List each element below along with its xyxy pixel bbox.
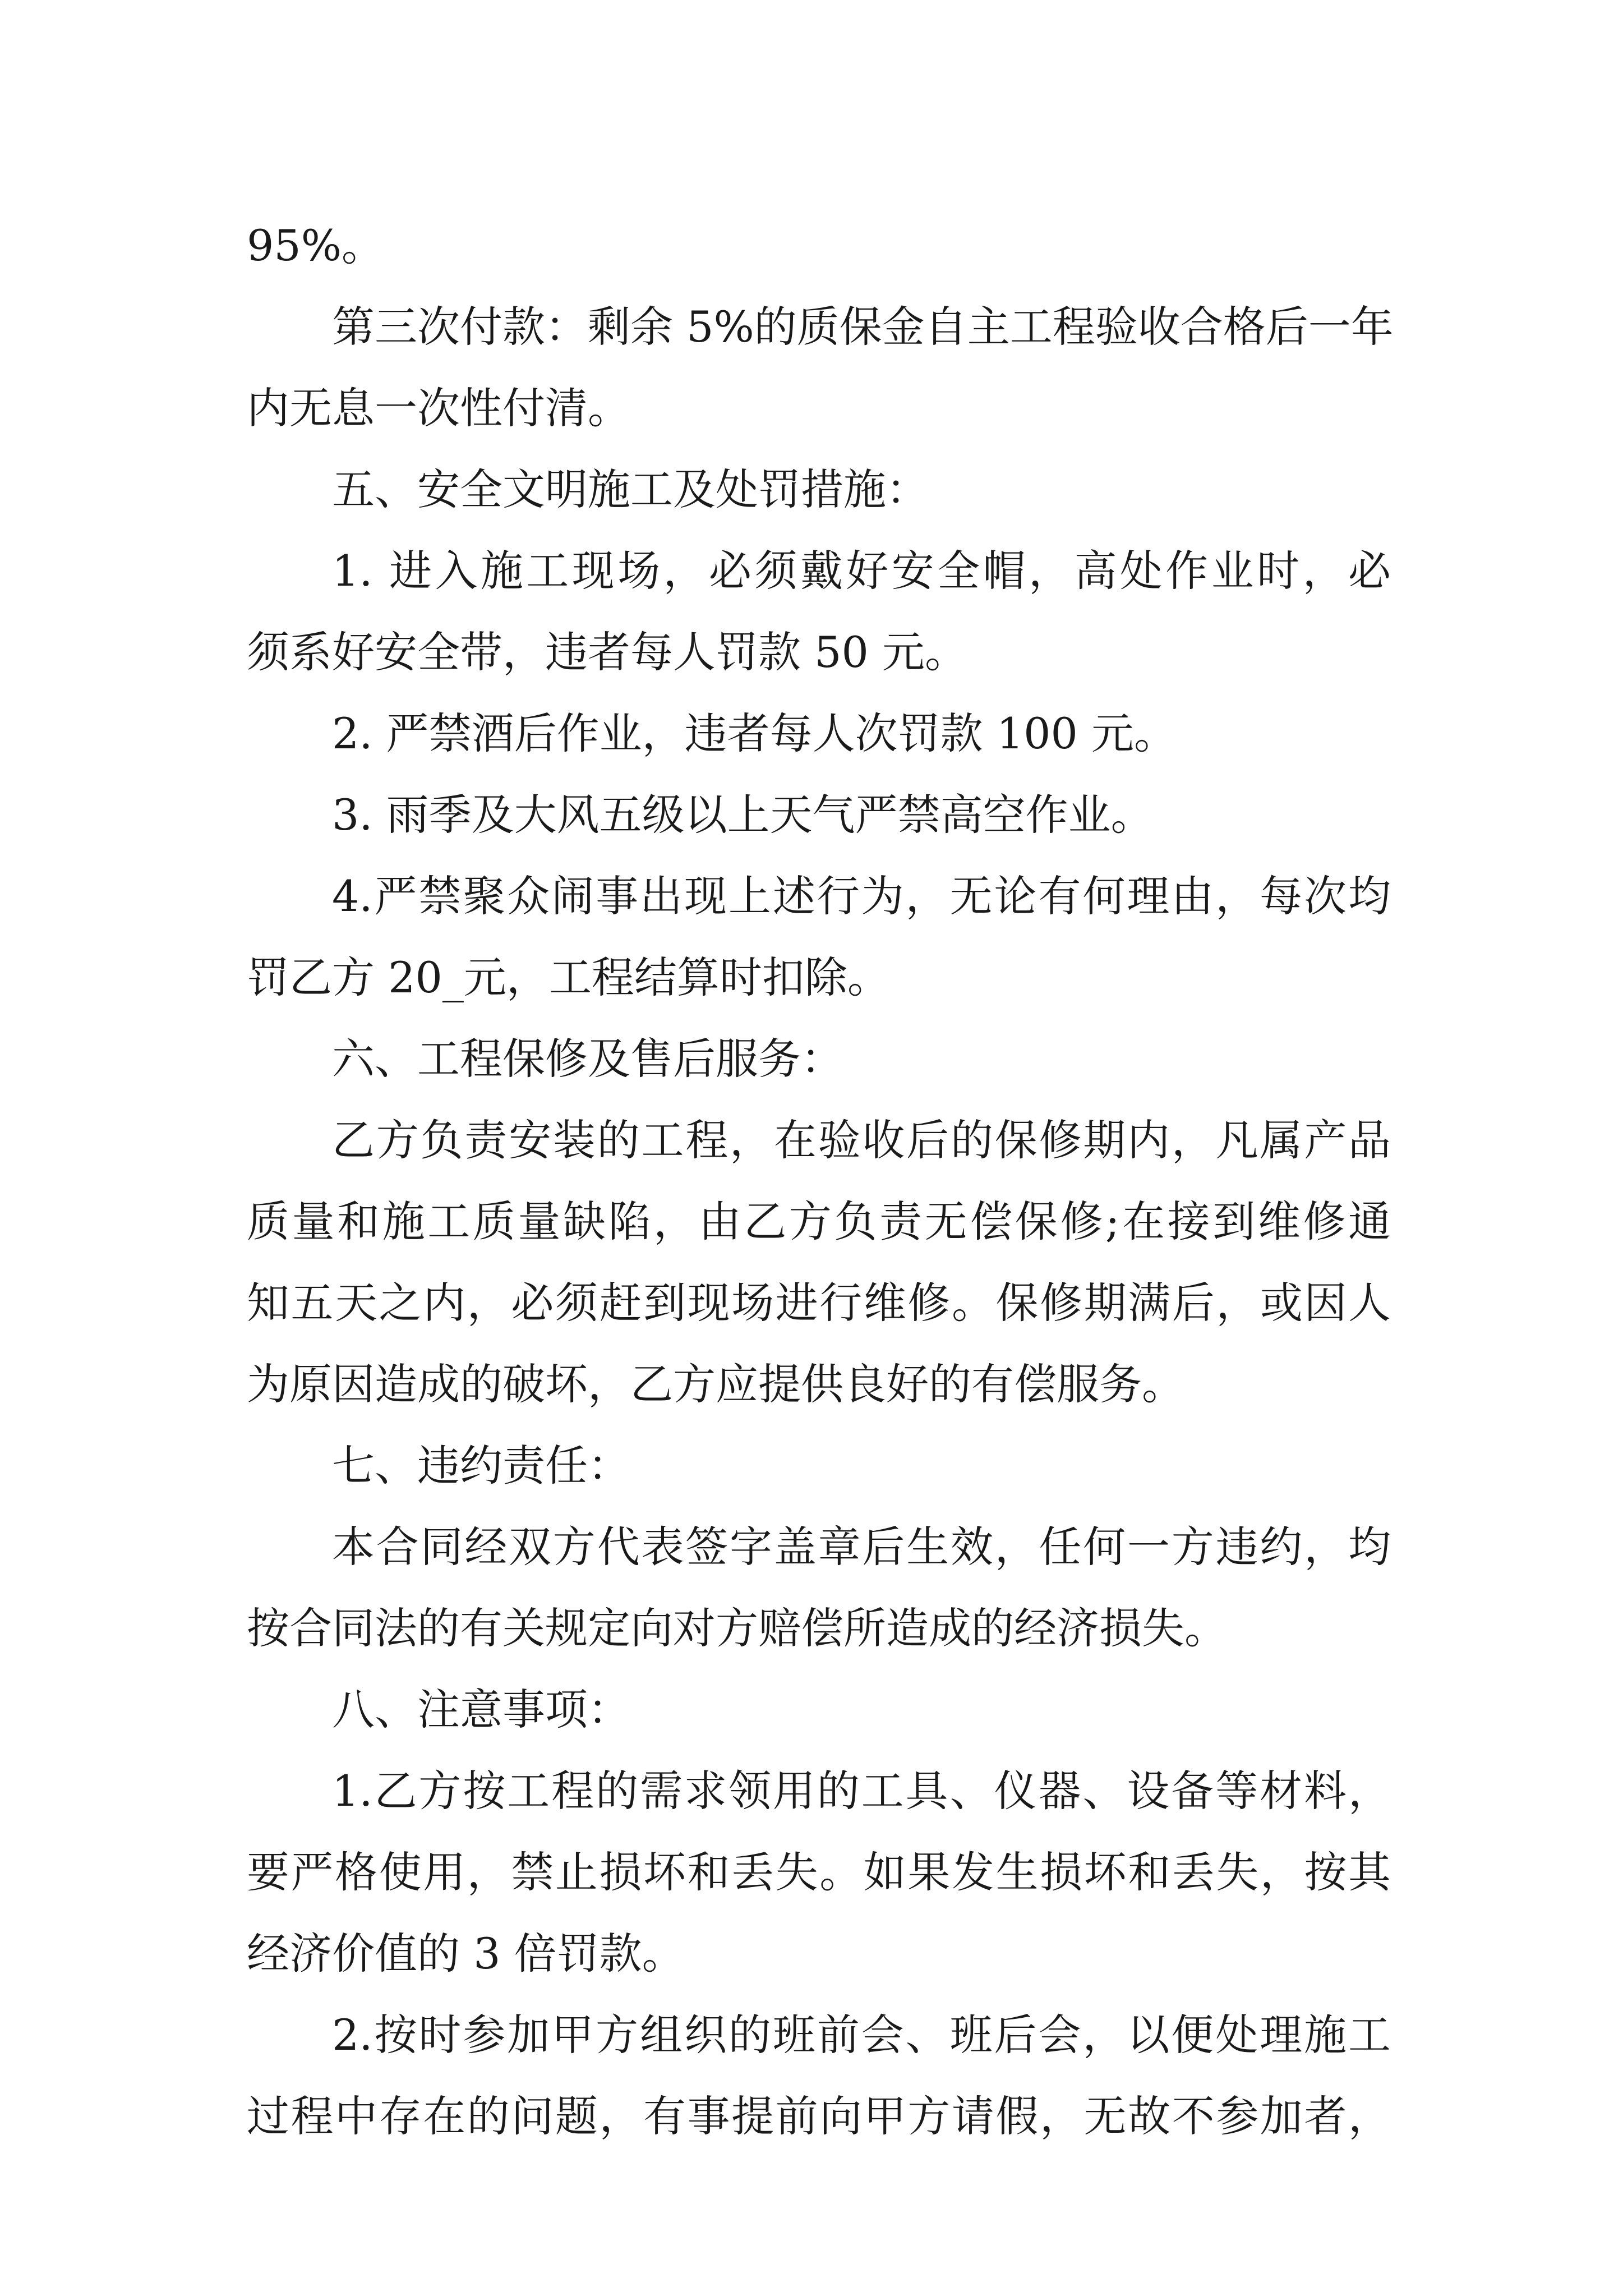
text-line: 须系好安全带，违者每人罚款 50 元。 [247, 627, 968, 677]
text-line: 4.严禁聚众闹事出现上述行为，无论有何理由，每次均 [332, 871, 1391, 921]
text-line: 知五天之内，必须赶到现场进行维修。保修期满后，或因人 [247, 1278, 1391, 1328]
text-line: 为原因造成的破坏，乙方应提供良好的有偿服务。 [247, 1359, 1184, 1409]
text-line: 3. 雨季及大风五级以上天气严禁高空作业。 [332, 790, 1154, 840]
section-heading: 六、工程保修及售后服务： [332, 1034, 843, 1084]
section-heading: 五、安全文明施工及处罚措施： [332, 464, 929, 514]
text-line: 乙方负责安装的工程，在验收后的保修期内，凡属产品 [332, 1115, 1391, 1165]
document-body [247, 205, 1394, 2157]
text-line: 过程中存在的问题，有事提前向甲方请假，无故不参加者， [247, 2091, 1391, 2141]
text-line: 要严格使用，禁止损坏和丢失。如果发生损坏和丢失，按其 [247, 1847, 1391, 1897]
text-line: 罚乙方 20_元，工程结算时扣除。 [247, 953, 890, 1002]
text-line: 按合同法的有关规定向对方赔偿所造成的经济损失。 [247, 1603, 1227, 1653]
text-line: 1. 进入施工现场，必须戴好安全帽，高处作业时，必 [332, 546, 1391, 596]
text-line: 2.按时参加甲方组织的班前会、班后会，以便处理施工 [332, 2010, 1391, 2060]
text-line: 第三次付款：剩余 5%的质保金自主工程验收合格后一年 [332, 302, 1394, 352]
text-line: 2. 严禁酒后作业，违者每人次罚款 100 元。 [332, 708, 1177, 758]
section-heading: 七、违约责任： [332, 1441, 630, 1490]
text-line: 质量和施工质量缺陷，由乙方负责无偿保修;在接到维修通 [247, 1197, 1391, 1246]
text-line: 95%。 [247, 220, 384, 270]
text-line: 本合同经双方代表签字盖章后生效，任何一方违约，均 [332, 1522, 1391, 1572]
text-line: 内无息一次性付清。 [247, 383, 630, 433]
section-heading: 八、注意事项： [332, 1685, 630, 1734]
text-line: 1.乙方按工程的需求领用的工具、仪器、设备等材料， [332, 1766, 1391, 1816]
text-line: 经济价值的 3 倍罚款。 [247, 1929, 685, 1978]
